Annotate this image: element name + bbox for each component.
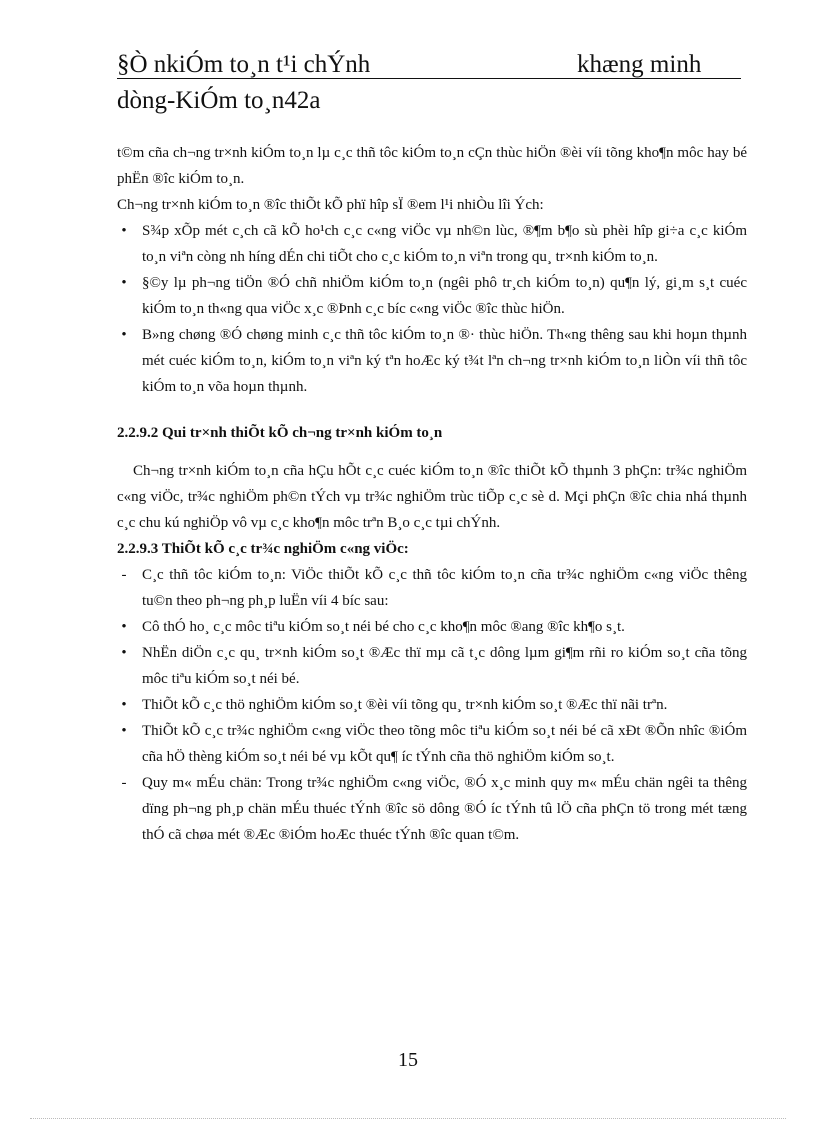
dash-marker: - xyxy=(121,567,127,583)
bullet-icon: • xyxy=(121,327,127,343)
intro-paragraph: t©m cña ch¬ng tr×nh kiÓm to¸n lµ c¸c thñ tôc kiÓm to¸n cÇn thùc hiÖn ®èi víi tõng kho¶n môc hay bé phËn ®îc kiÓm to¸n. xyxy=(117,145,747,187)
bullet-icon: • xyxy=(121,275,127,291)
benefits-list xyxy=(117,218,747,400)
list-item: • B»ng chøng ®Ó chøng minh c¸c thñ tôc kiÓm to¸n ®· thùc hiÖn. Th«ng thêng sau khi hoµn thµnh mét cuéc kiÓm to¸n, kiÓm to¸n viªn ký tªn hoÆc ký t¾t lªn ch¬ng tr×nh kiÓm to¸n liÒn víi thñ tôc kiÓm to¸n võa hoµn thµnh. xyxy=(117,322,747,400)
document-body xyxy=(117,140,747,848)
header-underline xyxy=(117,78,741,79)
header-left-title: §Ò nkiÓm to¸n t¹i chÝnh xyxy=(117,51,371,78)
bullet-icon: • xyxy=(121,697,127,713)
benefits-lead: Ch¬ng tr×nh kiÓm to¸n ®îc thiÕt kÕ phï hîp sÏ ®em l¹i nhiÒu lîi Ých: xyxy=(117,197,544,213)
page-number: 15 xyxy=(398,1049,418,1071)
list-item: - Quy m« mÉu chän: Trong tr¾c nghiÖm c«ng viÖc, ®Ó x¸c minh quy m« mÉu chän ngêi ta thêng dïng ph¬ng ph¸p chän mÉu thuéc tÝnh ®îc sö dông ®Ó íc tÝnh tû lÖ cña phÇn tö trong mét tæng thÓ cã chøa mét ®Æc ®iÓm hoÆc thuéc tÝnh ®îc quan t©m. xyxy=(117,770,747,848)
header-subtitle: dòng-KiÓm to¸n42a xyxy=(117,87,321,114)
list-item: • §©y lµ ph¬ng tiÖn ®Ó chñ nhiÖm kiÓm to¸n (ngêi phô tr¸ch kiÓm to¸n) qu¶n lý, gi¸m s¸t cuéc kiÓm to¸n th«ng qua viÖc x¸c ®Þnh c¸c bíc c«ng viÖc ®îc thùc hiÖn. xyxy=(117,270,747,322)
list-item: • ThiÕt kÕ c¸c thö nghiÖm kiÓm so¸t ®èi víi tõng qu¸ tr×nh kiÓm so¸t ®Æc thï nãi trªn. xyxy=(117,692,747,718)
bullet-icon: • xyxy=(121,645,127,661)
list-item: • ThiÕt kÕ c¸c tr¾c nghiÖm c«ng viÖc theo tõng môc tiªu kiÓm so¸t néi bé cã xÐt ®Õn nhîc ®iÓm cña hÖ thèng kiÓm so¸t néi bé vµ kÕt qu¶ íc tÝnh cña thö nghiÖm kiÓm so¸t. xyxy=(117,718,747,770)
bullet-icon: • xyxy=(121,723,127,739)
dash-marker: - xyxy=(121,775,127,791)
list-item: • Cô thÓ ho¸ c¸c môc tiªu kiÓm so¸t néi bé cho c¸c kho¶n môc ®ang ®îc kh¶o s¸t. xyxy=(117,614,747,640)
header-right-title: khæng minh xyxy=(577,51,702,78)
section-heading-2293: 2.2.9.3 ThiÕt kÕ c¸c tr¾c nghiÖm c«ng viÖc: xyxy=(117,541,409,557)
page-header xyxy=(117,48,745,116)
bullet-icon: • xyxy=(121,619,127,635)
list-item: • NhËn diÖn c¸c qu¸ tr×nh kiÓm so¸t ®Æc thï mµ cã t¸c dông lµm gi¶m rñi ro kiÓm so¸t cña tõng môc tiªu kiÓm so¸t néi bé. xyxy=(117,640,747,692)
section-2292-paragraph: Ch¬ng tr×nh kiÓm to¸n cña hÇu hÕt c¸c cuéc kiÓm to¸n ®îc thiÕt kÕ thµnh 3 phÇn: tr¾c nghiÖm c«ng viÖc, tr¾c nghiÖm ph©n tÝch vµ tr¾c nghiÖm trùc tiÕp c¸c sè d. Mçi phÇn ®îc chia nhá thµnh c¸c chu kú nghiÖp vô vµ c¸c kho¶n môc trªn B¸o c¸c tµi chÝnh. xyxy=(117,463,747,531)
list-item: - C¸c thñ tôc kiÓm to¸n: ViÖc thiÕt kÕ c¸c thñ tôc kiÓm to¸n cña tr¾c nghiÖm c«ng viÖc thêng tu©n theo ph¬ng ph¸p luËn víi 4 bíc sau: xyxy=(117,562,747,614)
bullet-icon: • xyxy=(121,223,127,239)
list-item: • S¾p xÕp mét c¸ch cã kÕ ho¹ch c¸c c«ng viÖc vµ nh©n lùc, ®¶m b¶o sù phèi hîp gi÷a c¸c kiÓm to¸n viªn còng nh híng dÉn chi tiÕt cho c¸c kiÓm to¸n viªn trong qu¸ tr×nh kiÓm to¸n. xyxy=(117,218,747,270)
section-2293-list xyxy=(117,562,747,848)
section-heading-2292: 2.2.9.2 Qui tr×nh thiÕt kÕ ch¬ng tr×nh kiÓm to¸n xyxy=(117,425,443,441)
page-bottom-divider xyxy=(30,1118,786,1119)
